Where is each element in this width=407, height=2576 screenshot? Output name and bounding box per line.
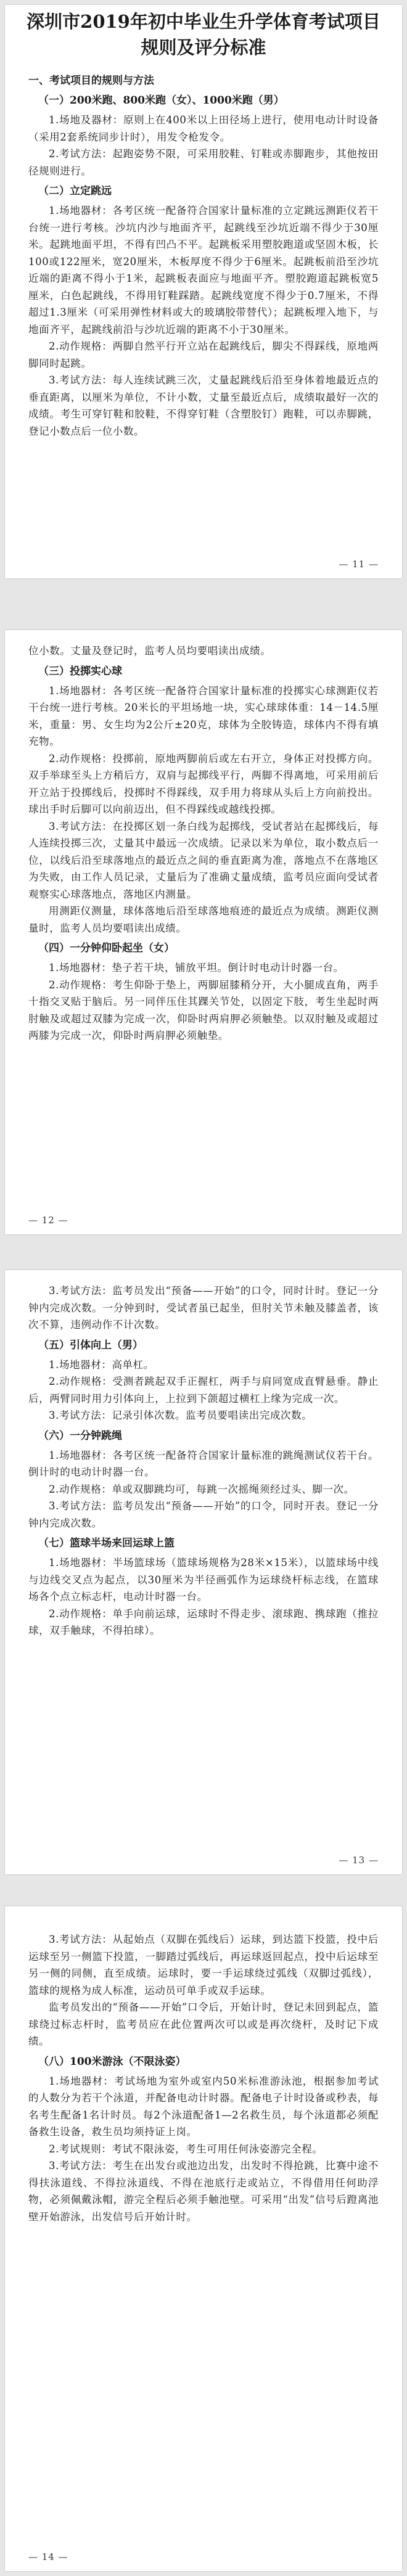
paragraph: 3.考试方法：记录引体次数。监考员要唱读出完成次数。 bbox=[49, 1409, 313, 1421]
paragraph: 1.场地器材：高单杠。 bbox=[49, 1358, 154, 1371]
page-1-content bbox=[5, 73, 402, 440]
document-title bbox=[5, 9, 402, 60]
paragraph: 3.考试方法：监考员发出“预备——开始”的口令，同时计时。登记一分钟内完成次数。一分钟到时，受试者虽已起坐，但肘关节未触及膝盖者，该次不算，违例动作不计次数。 bbox=[28, 1285, 379, 1331]
subheading-running: （一）200米跑、800米跑（女）、1000米跑（男） bbox=[38, 94, 284, 107]
paragraph: 1.场地器材：各考区统一配备符合国家计量标准的跳绳测试仪若干台。倒计时的电动计时器一台。 bbox=[28, 1449, 379, 1478]
paragraph: 2.动作规格：单手向前运球，运球时不得走步、滚球跑、携球跑（推拉球，双手触球，不得拍球）。 bbox=[28, 1607, 379, 1636]
paragraph: 1.场地器材：半场篮球场（篮球场规格为28米×15米），以篮球场中线与边线交叉点为起点，以30厘米为半径画弧作为运球绕杆标志线，在篮球场各个点立标志杆，电动计时器一台。 bbox=[28, 1557, 379, 1602]
paragraph: 3.考试方法：考生在出发台或池边出发，出发时不得抢跳，比赛中途不得扶泳道线、不得拉泳道线、不得在池底行走或站立，不得借用任何助浮物，必须佩戴泳帽，游完全程后必须手触池壁。可采用“出发”信号后蹬离池壁开始游泳，出发信号后开始计时。 bbox=[28, 2160, 379, 2223]
subheading-basketball: （七）篮球半场来回运球上篮 bbox=[38, 1537, 175, 1549]
paragraph: 2.动作规格：投掷前，原地两脚前后或左右开立，身体正对投掷方向。双手举球至头上方稍后方，双肩与起掷线平行，两脚不得离地，可采用前后开立站于投掷线后，投掷时不得踩线，双手用力将球从头后上方向前投出。球出手时后脚可以向前迈出，但不得踩线或越线投掷。 bbox=[28, 752, 379, 815]
page-2 bbox=[5, 630, 402, 1234]
paragraph: 2.动作规格：两脚自然平行开立站在起跳线后，脚尖不得踩线，原地两脚同时起跳。 bbox=[28, 340, 379, 369]
title-line-2: 规则及评分标准 bbox=[141, 37, 266, 58]
paragraph: 2.考试方法：起跑姿势不限，可采用胶鞋、钉鞋或赤脚跑步，其他按田径规则进行。 bbox=[28, 148, 379, 177]
subheading-pull-ups: （五）引体向上（男） bbox=[38, 1339, 143, 1352]
paragraph: 3.考试方法：监考员发出“预备——开始”的口令，同时开表。登记一分钟内完成次数。 bbox=[28, 1500, 379, 1529]
paragraph: 2.动作规格：考生仰卧于垫上，两脚屈膝稍分开，大小腿成直角，两手十指交叉贴于脑后。另一同伴压住其踝关节处，以固定下肢，考生坐起时两肘触及或超过双膝为完成一次，仰卧时两肩胛必须触垫。以双肘触及或超过两膝为完成一次，仰卧时两肩胛必须触垫。 bbox=[28, 978, 379, 1041]
page-4-content bbox=[5, 1906, 402, 2225]
paragraph: 3.考试方法：在投掷区划一条白线为起掷线，受试者站在起掷线后，每人连续投掷三次，丈量其中最远一次成绩。记录以米为单位，取小数点后一位，以线后沿至球落地点的最近点之间的垂直距离为准，落地点不在落地区为失败，由工作人员记录，丈量后为了准确丈量成绩，监考员应面向受试者观察实心球落地点，落地区内测量。 bbox=[28, 820, 379, 900]
subheading-standing-long-jump: （二）立定跳远 bbox=[38, 185, 112, 197]
page-1 bbox=[5, 5, 402, 578]
page-4 bbox=[5, 1906, 402, 2571]
paragraph: 2.动作规格：受测者跳起双手正握杠，两手与肩同宽成直臂悬垂。静止后，两臂同时用力引体向上，上拉到下颌超过横杠上缘为完成一次。 bbox=[28, 1376, 379, 1405]
page-number: — 14 — bbox=[28, 2551, 68, 2562]
paragraph: 2.考试规则：考试不限泳姿，考生可用任何泳姿游完全程。 bbox=[49, 2143, 323, 2155]
paragraph: 位小数。丈量及登记时，监考人员均要唱读出成绩。 bbox=[28, 645, 271, 657]
page-number: — 13 — bbox=[339, 1855, 379, 1866]
paragraph: 用测距仪测量，球体落地后沿至球落地痕迹的最近点为成绩。测距仪测量时，监考人员均要唱读出成绩。 bbox=[28, 905, 379, 934]
paragraph: 1.场地器材：各考区统一配备符合国家计量标准的投掷实心球测距仪若干台统一进行考核。20米长的平坦场地一块，实心球球体重：14－14.5厘米，重量：男、女生均为2公斤±20克，球体为全胶铸造，球体内不得有填充物。 bbox=[28, 684, 379, 747]
subheading-swimming: （八）100米游泳（不限泳姿） bbox=[38, 2055, 186, 2068]
paragraph: 3.考试方法：从起始点（双脚在弧线后）运球，到达篮下投篮，投中后运球至另一侧篮下投篮，一脚踏过弧线后，再运球返回起点，投中后运球至另一侧的同侧，直至成绩。运球时，要一手运球绕过弧线（双脚过弧线），篮球的规格为成人标准，运动员可单手或双手运球。 bbox=[28, 1934, 379, 1996]
page-3-content bbox=[5, 1270, 402, 1639]
section-heading: 一、考试项目的规则与方法 bbox=[28, 75, 154, 87]
paragraph: 1.场地及器材：原则上在400米以上田径场上进行，使用电动计时设备（采用2套系统同步计时），用发令枪发令。 bbox=[28, 114, 379, 143]
paragraph: 1.场地器材：考试场地为室外或室内50米标准游泳池，根据参加考试的人数分为若干个泳道，并配备电动计时器。配备电子计时设备或秒表，每名考生配备1名计时员。每2个泳道配备1—2名救生员，每个泳道都必须配备救生设备，救生员均须持证上岗。 bbox=[28, 2075, 379, 2138]
title-line-1: 深圳市2019年初中毕业生升学体育考试项目 bbox=[27, 11, 380, 32]
paragraph: 1.场地器材：各考区统一配备符合国家计量标准的立定跳远测距仪若干台统一进行考核。沙坑内沙与地面齐平，起跳线至沙坑近端不得少于30厘米。起跳地面平坦，不得有凹凸不平。起跳板采用塑胶跑道或坚固木板，长100或122厘米，宽20厘米，木板厚度不得少于6厘米。起跳板前沿至沙坑近端的距离不得小于1米，起跳板表面应与地面平齐。塑胶跑道起跳板宽5厘米，白色起跳线，不得用钉鞋踩踏。起跳线宽度不得少于0.7厘米，不得超过1.3厘米（可采用弹性材料或大的玻璃胶带替代）；起跳板埋入地下，与地面齐平，起跳线前沿与沙坑近端的距离不小于30厘米。 bbox=[28, 205, 379, 335]
subheading-rope-skipping: （六）一分钟跳绳 bbox=[38, 1429, 122, 1442]
paragraph: 1.场地器材：垫子若干块，铺放平坦。倒计时电动计时器一台。 bbox=[49, 962, 344, 974]
page-number: — 12 — bbox=[28, 1215, 68, 1226]
subheading-sit-ups: （四）一分钟仰卧起坐（女） bbox=[38, 942, 175, 954]
paragraph: 监考员发出的“预备——开始”口令后，开始计时，登记未回到起点，篮球绕过标志杆时，监考员应在此位置两次可以或是再次绕杆，及时记下成绩。 bbox=[28, 2001, 379, 2047]
page-2-content bbox=[5, 630, 402, 1044]
subheading-shot-put: （三）投掷实心球 bbox=[38, 665, 122, 678]
page-number: — 11 — bbox=[339, 559, 379, 570]
paragraph: 2.动作规格：单或双脚跳均可，每跳一次摇绳须经过头、脚一次。 bbox=[49, 1483, 355, 1495]
paragraph: 3.考试方法：每人连续试跳三次，丈量起跳线后沿至身体着地最近点的垂直距离，以厘米为单位，不计小数，丈量至最近点后，成绩取最好一次的成绩。考生可穿钉鞋和胶鞋，不得穿钉鞋（含塑胶钉）跑鞋，可以赤脚跳，登记小数点后一位小数。 bbox=[28, 374, 379, 437]
page-3 bbox=[5, 1270, 402, 1874]
